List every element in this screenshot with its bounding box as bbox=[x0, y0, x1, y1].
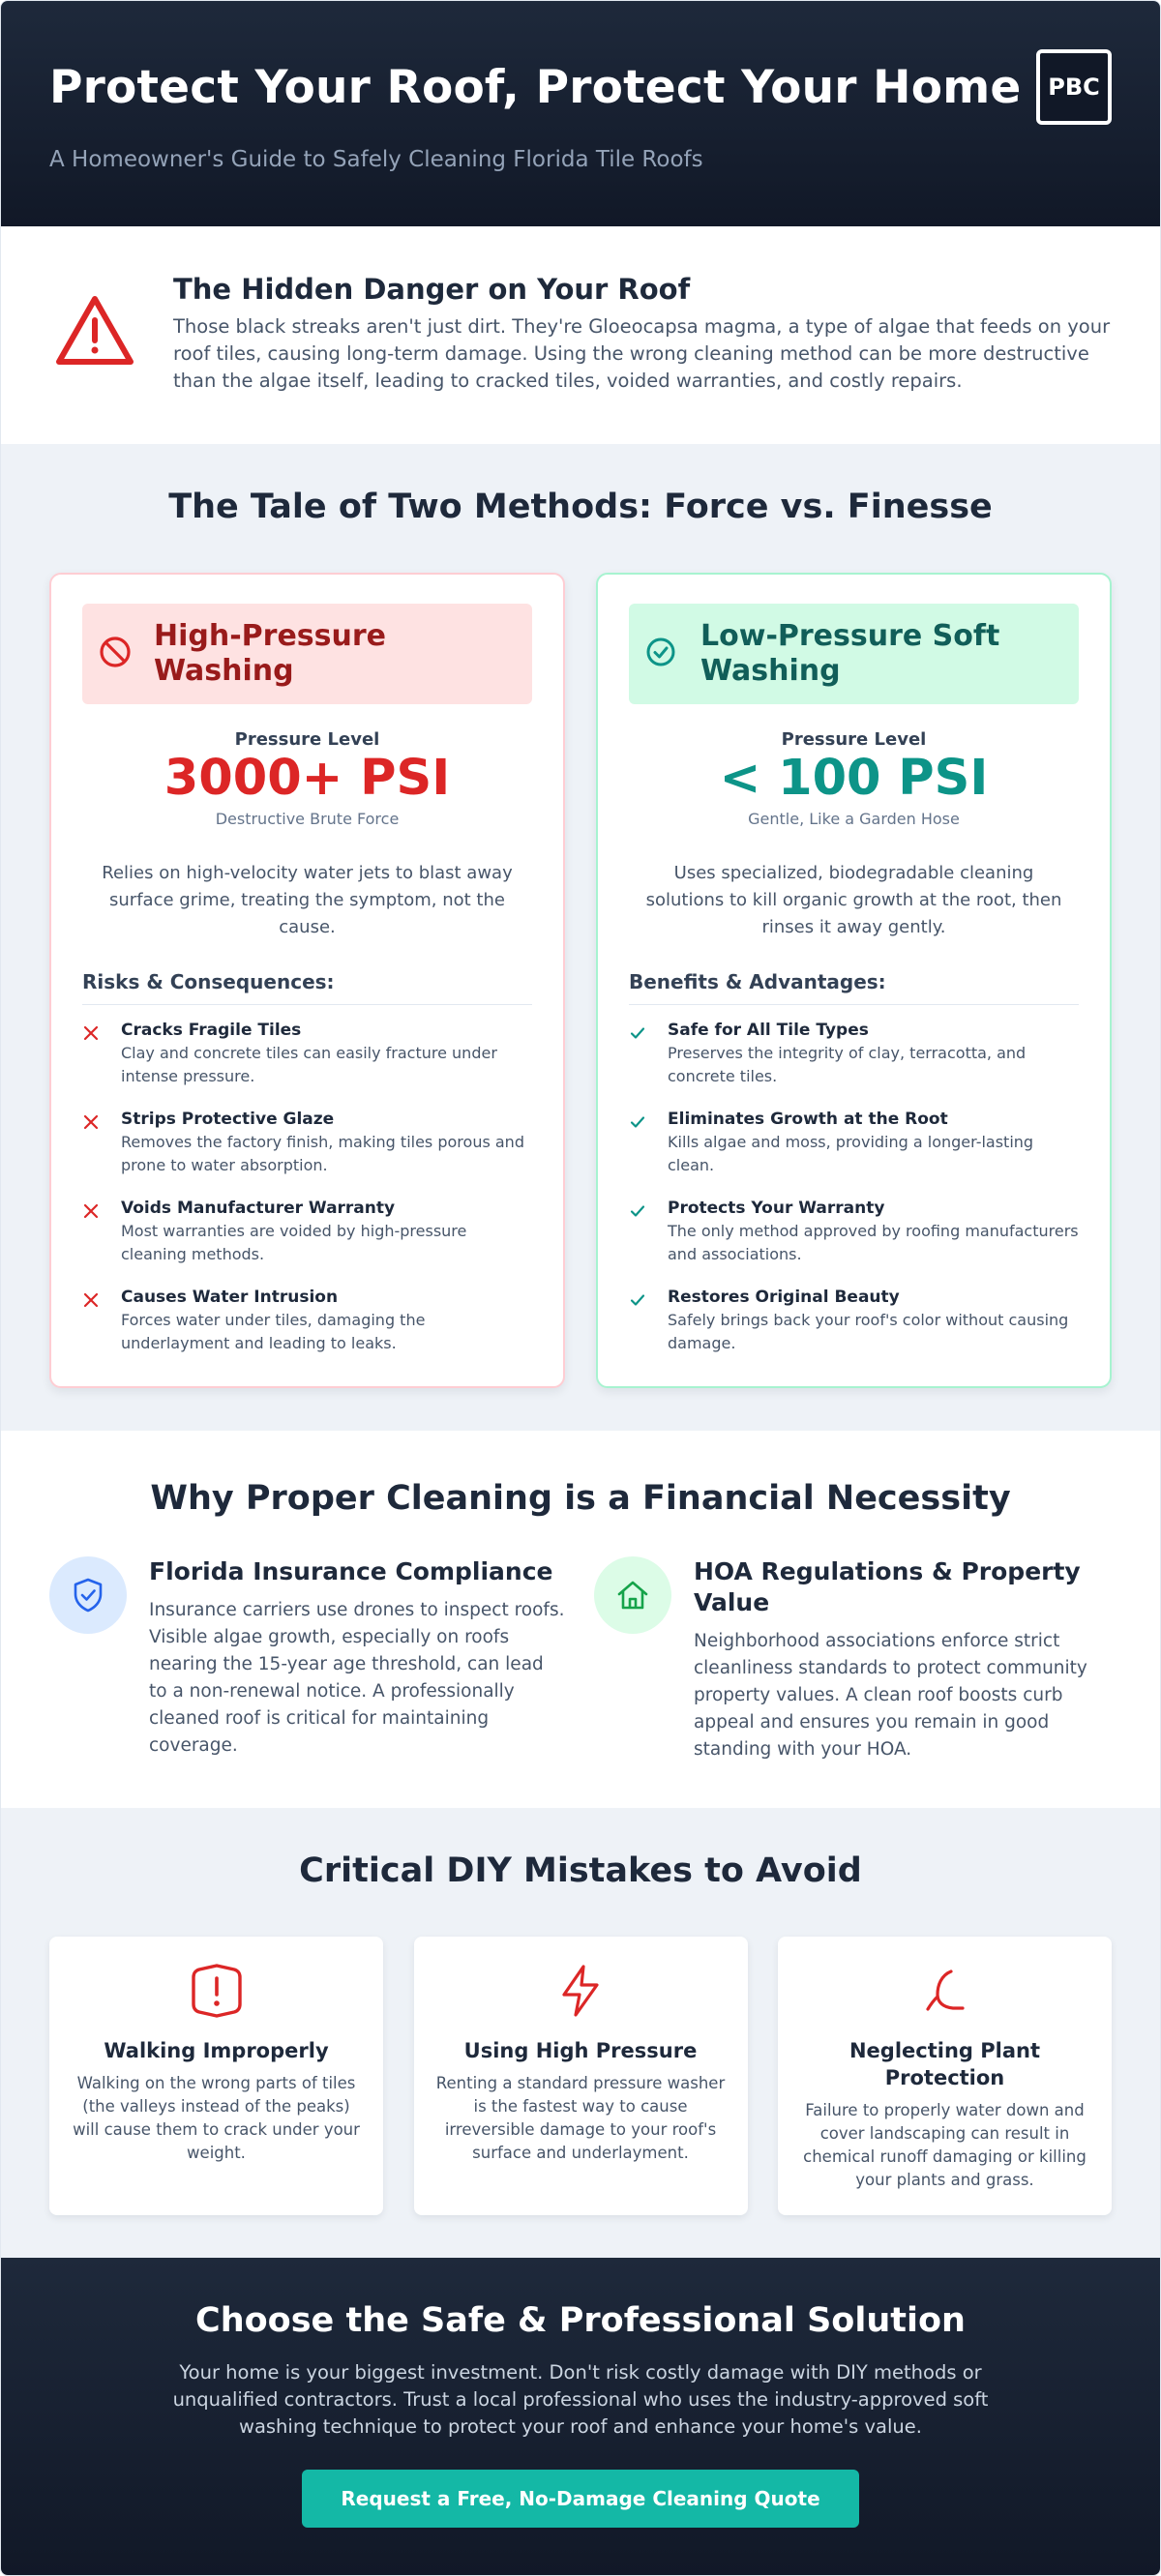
x-mark-icon bbox=[82, 1021, 121, 1110]
methods-section bbox=[1, 444, 1160, 1431]
method-description: Uses specialized, biodegradable cleaning solutions to kill organic growth at the root, then rinses it away gently. bbox=[645, 863, 1062, 937]
list-item bbox=[629, 1288, 1079, 1377]
list-item bbox=[82, 1110, 532, 1199]
list-item bbox=[82, 1021, 532, 1110]
insurance-description: Insurance carriers use drones to inspect roofs. Visible algae growth, especially on roofs nearing the 15-year age threshold, can lead to a non-renewal notice. A professionally cleaned roof is critical for maintaining coverage. bbox=[149, 1600, 565, 1756]
risks-title: Risks & Consequences: bbox=[82, 970, 532, 1005]
check-circle-icon bbox=[644, 636, 685, 672]
pressure-note: Gentle, Like a Garden Hose bbox=[748, 810, 960, 828]
shield-check-icon bbox=[49, 1556, 127, 1634]
item-desc: Kills algae and moss, providing a longer-lasting clean. bbox=[668, 1133, 1034, 1174]
diy-mistakes-section bbox=[1, 1808, 1160, 2258]
high-pressure-gauge bbox=[82, 729, 532, 828]
list-item bbox=[629, 1021, 1079, 1110]
checkmark-icon bbox=[629, 1110, 668, 1199]
mistake-title: Walking Improperly bbox=[104, 2039, 329, 2062]
high-pressure-card bbox=[49, 573, 565, 1388]
list-item bbox=[629, 1110, 1079, 1199]
pressure-note: Destructive Brute Force bbox=[215, 810, 400, 828]
list-item bbox=[82, 1288, 532, 1377]
cta-title: Choose the Safe & Professional Solution bbox=[195, 2301, 966, 2340]
danger-description: Those black streaks aren't just dirt. They're Gloeocapsa magma, a type of algae that feeds on your roof tiles, causing long-term damage. Using the wrong cleaning method can be more destructive than the algae itself, leading to cracked tiles, voided warranties, and costly repairs. bbox=[173, 315, 1111, 392]
benefits-list bbox=[629, 1021, 1079, 1377]
item-desc: Safely brings back your roof's color without causing damage. bbox=[668, 1311, 1069, 1352]
request-quote-button[interactable]: Request a Free, No-Damage Cleaning Quote bbox=[302, 2470, 859, 2528]
x-mark-icon bbox=[82, 1199, 121, 1288]
method-description: Relies on high-velocity water jets to blast away surface grime, treating the symptom, not the cause. bbox=[102, 863, 513, 937]
mistake-card bbox=[49, 1937, 383, 2215]
mistake-card bbox=[778, 1937, 1112, 2215]
methods-cards bbox=[1, 573, 1160, 1388]
list-item bbox=[82, 1199, 532, 1288]
soft-washing-card bbox=[596, 573, 1112, 1388]
checkmark-icon bbox=[629, 1199, 668, 1288]
x-mark-icon bbox=[82, 1110, 121, 1199]
high-pressure-title: High-Pressure Washing bbox=[154, 619, 387, 688]
checkmark-icon bbox=[629, 1288, 668, 1377]
mistake-description: Renting a standard pressure washer is the fastest way to cause irreversible damage to your roof's surface and underlayment. bbox=[435, 2074, 726, 2162]
benefits-title: Benefits & Advantages: bbox=[629, 970, 1079, 1005]
hidden-danger-section bbox=[1, 226, 1160, 444]
item-desc: Removes the factory finish, making tiles porous and prone to water absorption. bbox=[121, 1133, 524, 1174]
hoa-block bbox=[594, 1556, 1112, 1763]
item-name: Voids Manufacturer Warranty bbox=[121, 1199, 396, 1218]
pressure-value: 3000+ PSI bbox=[164, 750, 451, 807]
plant-icon bbox=[918, 2005, 972, 2024]
hero-header bbox=[1, 1, 1160, 226]
soft-washing-header bbox=[629, 604, 1079, 704]
financial-section bbox=[1, 1431, 1160, 1808]
risks-list bbox=[82, 1021, 532, 1377]
item-name: Strips Protective Glaze bbox=[121, 1110, 335, 1129]
mistake-description: Failure to properly water down and cover landscaping can result in chemical runoff damaging or killing your plants and grass. bbox=[803, 2101, 1087, 2189]
page-subtitle: A Homeowner's Guide to Safely Cleaning Florida Tile Roofs bbox=[49, 147, 703, 172]
insurance-block bbox=[49, 1556, 567, 1763]
alert-circle-icon bbox=[190, 2005, 244, 2024]
cta-description: Your home is your biggest investment. Don't risk costly damage with DIY methods or unqualified contractors. Trust a local professional who uses the industry-approved soft washing technique to protect your roof and enhance your home's value. bbox=[172, 2361, 989, 2438]
item-name: Safe for All Tile Types bbox=[668, 1021, 869, 1040]
item-desc: Most warranties are voided by high-pressure cleaning methods. bbox=[121, 1222, 467, 1263]
item-desc: Preserves the integrity of clay, terracotta, and concrete tiles. bbox=[668, 1044, 1027, 1085]
financial-title: Why Proper Cleaning is a Financial Necessity bbox=[150, 1479, 1011, 1518]
financial-grid bbox=[1, 1556, 1160, 1763]
mistake-title: Using High Pressure bbox=[463, 2039, 698, 2062]
logo: PBC bbox=[1036, 49, 1112, 125]
pressure-label: Pressure Level bbox=[234, 729, 380, 750]
mistake-description: Walking on the wrong parts of tiles (the valleys instead of the peaks) will cause them to crack under your weight. bbox=[73, 2074, 360, 2162]
item-name: Protects Your Warranty bbox=[668, 1199, 885, 1218]
soft-washing-title: Low-Pressure Soft Washing bbox=[700, 619, 1000, 688]
item-name: Cracks Fragile Tiles bbox=[121, 1021, 302, 1040]
prohibited-icon bbox=[98, 635, 138, 673]
item-desc: The only method approved by roofing manufacturers and associations. bbox=[668, 1222, 1079, 1263]
home-icon bbox=[594, 1556, 671, 1634]
x-mark-icon bbox=[82, 1288, 121, 1377]
mistakes-title: Critical DIY Mistakes to Avoid bbox=[299, 1851, 862, 1890]
item-name: Restores Original Beauty bbox=[668, 1288, 900, 1307]
list-item bbox=[629, 1199, 1079, 1288]
item-name: Causes Water Intrusion bbox=[121, 1288, 339, 1307]
danger-text bbox=[141, 273, 1121, 444]
item-desc: Clay and concrete tiles can easily fracture under intense pressure. bbox=[121, 1044, 497, 1085]
checkmark-icon bbox=[629, 1021, 668, 1110]
warning-triangle-icon bbox=[54, 273, 141, 444]
methods-title: The Tale of Two Methods: Force vs. Finesse bbox=[168, 488, 993, 526]
item-desc: Forces water under tiles, damaging the underlayment and leading to leaks. bbox=[121, 1311, 426, 1352]
insurance-title: Florida Insurance Compliance bbox=[149, 1557, 553, 1585]
page-title: Protect Your Roof, Protect Your Home bbox=[49, 61, 1022, 114]
pressure-value: < 100 PSI bbox=[719, 750, 989, 807]
mistake-card bbox=[414, 1937, 748, 2215]
pressure-label: Pressure Level bbox=[781, 729, 927, 750]
danger-title: The Hidden Danger on Your Roof bbox=[173, 273, 691, 306]
low-pressure-gauge bbox=[629, 729, 1079, 828]
mistake-title: Neglecting Plant Protection bbox=[848, 2039, 1041, 2089]
lightning-bolt-icon bbox=[553, 2005, 608, 2024]
mistakes-grid bbox=[1, 1937, 1160, 2215]
hoa-title: HOA Regulations & Property Value bbox=[694, 1557, 1081, 1616]
hoa-description: Neighborhood associations enforce strict cleanliness standards to protect community property values. A clean roof boosts curb appeal and ensures you remain in good standing with your HOA. bbox=[694, 1631, 1087, 1760]
high-pressure-header bbox=[82, 604, 532, 704]
item-name: Eliminates Growth at the Root bbox=[668, 1110, 948, 1129]
cta-section bbox=[1, 2258, 1160, 2576]
